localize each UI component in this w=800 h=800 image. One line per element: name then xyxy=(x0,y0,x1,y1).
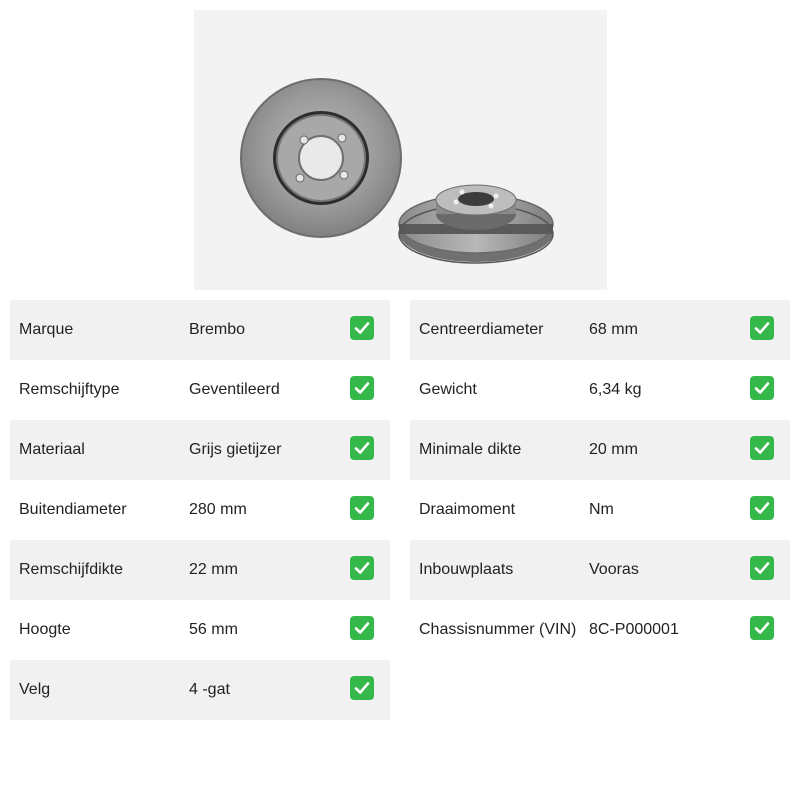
spec-value: 6,34 kg xyxy=(589,381,642,398)
spec-label: Hoogte xyxy=(19,621,71,638)
spec-value: 8C-P000001 xyxy=(589,621,679,638)
spec-label: Velg xyxy=(19,681,51,698)
spec-value: 20 mm xyxy=(589,441,638,458)
check-icon xyxy=(350,376,374,400)
spec-label: Draaimoment xyxy=(419,501,516,518)
check-icon xyxy=(750,556,774,580)
spec-label: Materiaal xyxy=(19,441,85,458)
check-icon xyxy=(750,436,774,460)
spec-value: 4 -gat xyxy=(189,681,230,698)
spec-value: 280 mm xyxy=(189,501,247,518)
spec-value: 68 mm xyxy=(589,321,638,338)
product-image xyxy=(194,10,607,290)
check-icon xyxy=(350,616,374,640)
spec-label: Remschijftype xyxy=(19,381,120,398)
check-icon xyxy=(350,436,374,460)
spec-value: Brembo xyxy=(189,321,246,338)
spec-value: Nm xyxy=(589,501,614,518)
specs-right-column xyxy=(410,300,790,660)
spec-value: 56 mm xyxy=(189,621,238,638)
spec-label: Chassisnummer (VIN) xyxy=(419,621,577,638)
spec-row xyxy=(410,480,790,540)
check-icon xyxy=(350,556,374,580)
spec-row xyxy=(410,540,790,600)
spec-value: Vooras xyxy=(589,561,639,578)
spec-label: Buitendiameter xyxy=(19,501,127,518)
spec-label: Centreerdiameter xyxy=(419,321,544,338)
check-icon xyxy=(750,616,774,640)
spec-row xyxy=(410,360,790,420)
check-icon xyxy=(750,496,774,520)
spec-row xyxy=(10,660,390,720)
check-icon xyxy=(350,316,374,340)
spec-label: Inbouwplaats xyxy=(419,561,514,578)
spec-label: Marque xyxy=(19,321,74,338)
spec-row xyxy=(10,480,390,540)
spec-row xyxy=(10,540,390,600)
spec-row xyxy=(10,600,390,660)
check-icon xyxy=(750,316,774,340)
spec-label: Remschijfdikte xyxy=(19,561,124,578)
spec-row xyxy=(410,600,790,660)
spec-value: Geventileerd xyxy=(189,381,280,398)
check-icon xyxy=(750,376,774,400)
spec-value: 22 mm xyxy=(189,561,238,578)
spec-row xyxy=(10,300,390,360)
spec-row xyxy=(10,360,390,420)
spec-row xyxy=(10,420,390,480)
spec-row xyxy=(410,300,790,360)
spec-label: Minimale dikte xyxy=(419,441,522,458)
check-icon xyxy=(350,496,374,520)
spec-row xyxy=(410,420,790,480)
check-icon xyxy=(350,676,374,700)
spec-value: Grijs gietijzer xyxy=(189,441,282,458)
specs-left-column xyxy=(10,300,390,720)
spec-label: Gewicht xyxy=(419,381,477,398)
